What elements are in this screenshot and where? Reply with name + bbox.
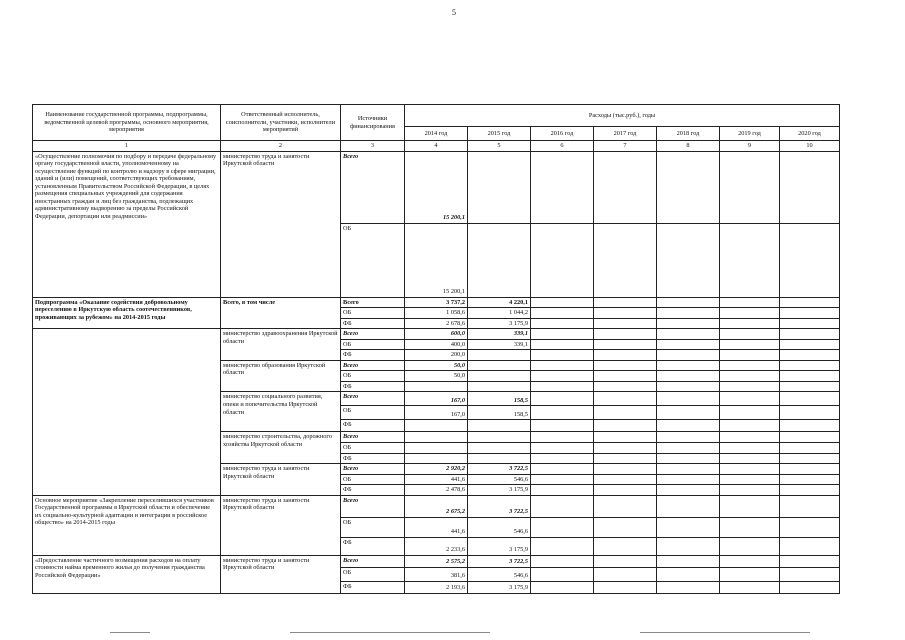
value: 546,6 [468,517,531,537]
year-2015: 2015 год [468,127,531,141]
value: 2 478,6 [405,485,468,496]
source: ФБ [341,350,405,361]
value: 15 200,1 [405,223,468,297]
source: ФБ [341,581,405,593]
year-2017: 2017 год [594,127,657,141]
source: ОБ [341,308,405,319]
value: 15 200,1 [405,151,468,223]
source: Всего [341,297,405,308]
value: 3 722,5 [468,495,531,517]
colnum: 8 [657,141,720,152]
colnum: 3 [341,141,405,152]
source: ОБ [341,223,405,297]
colnum: 7 [594,141,657,152]
activity-name: «Осуществление полномочия по подбору и передаче федеральному органу государственной власти, уполномоченному на осуществление функций по контролю и надзору в сфере миграции, зданий и (или) помещений, соответствующих требованиям, установленным Правительством Российской Федерации, в целях размещения специальных учреждений для содержания иностранных граждан и лиц без гражданства, подлежащих административному выдворению за пределы Российской Федерации, депортации или реадмиссии» [33,151,221,297]
value: 3 175,9 [468,581,531,593]
value: 1 044,2 [468,308,531,319]
value: 381,6 [405,567,468,581]
value: 441,6 [405,474,468,485]
value: 158,5 [468,406,531,420]
value: 400,0 [405,339,468,350]
source: ФБ [341,537,405,555]
colnum: 10 [780,141,840,152]
value: 158,5 [468,392,531,406]
header-responsible: Ответственный исполнитель, соисполнители, участники, исполнители мероприятий [221,105,341,141]
value: 1 058,6 [405,308,468,319]
value: 167,0 [405,406,468,420]
colnum: 5 [468,141,531,152]
source: ФБ [341,381,405,392]
year-2019: 2019 год [720,127,780,141]
responsible: министерство труда и занятости Иркутской области [221,464,341,496]
scan-artifact-line [110,632,150,633]
year-2014: 2014 год [405,127,468,141]
subprogram-name: Подпрограмма «Оказание содействия добровольному переселению в Иркутскую область соотечественников, проживающих за рубежом» на 2014-2015 годы [33,297,221,329]
value: 546,6 [468,567,531,581]
value: 50,0 [405,371,468,382]
value: 3 175,9 [468,485,531,496]
value: 4 220,1 [468,297,531,308]
source: Всего [341,392,405,406]
value: 167,0 [405,392,468,406]
source: ОБ [341,567,405,581]
source: Всего [341,495,405,517]
value: 2 193,6 [405,581,468,593]
year-2020: 2020 год [780,127,840,141]
table-row [33,329,840,340]
source: ФБ [341,453,405,464]
source: Всего [341,151,405,223]
year-2018: 2018 год [657,127,720,141]
activity-name: «Предоставление частичного возмещения расходов на оплату стоимости найма временного жилья до получения гражданства Российской Федерации» [33,555,221,593]
responsible: министерство строительства, дорожного хозяйства Иркутской области [221,432,341,464]
colnum: 2 [221,141,341,152]
colnum: 4 [405,141,468,152]
source: Всего [341,432,405,443]
responsible: министерство труда и занятости Иркутской области [221,151,341,297]
value: 600,0 [405,329,468,340]
colnum: 6 [531,141,594,152]
value: 2 233,6 [405,537,468,555]
responsible: министерство образования Иркутской области [221,360,341,392]
value: 50,0 [405,360,468,371]
source: ОБ [341,371,405,382]
column-number-row [33,141,840,152]
table-row [33,555,840,567]
page-number: 5 [452,8,456,17]
value: 3 722,5 [468,464,531,475]
table-row [33,297,840,308]
source: ОБ [341,474,405,485]
header-expenses: Расходы (тыс.руб.), годы [405,105,840,127]
year-2016: 2016 год [531,127,594,141]
source: Всего [341,360,405,371]
value: 3 722,5 [468,555,531,567]
value: 2 920,2 [405,464,468,475]
header-name: Наименование государственной программы, подпрограммы, ведомственной целевой программы, основного мероприятия, мероприятия [33,105,221,141]
value: 2 678,6 [405,318,468,329]
source: ОБ [341,406,405,420]
responsible: министерство здравоохранения Иркутской области [221,329,341,361]
source: Всего [341,329,405,340]
responsible: министерство социального развития, опеки и попечительства Иркутской области [221,392,341,432]
source: Всего [341,555,405,567]
value: 339,1 [468,339,531,350]
source: ФБ [341,420,405,432]
value: 2 575,2 [405,555,468,567]
responsible: Всего, в том числе [221,297,341,329]
value: 3 175,9 [468,537,531,555]
source: ОБ [341,339,405,350]
table-row [33,495,840,517]
value: 2 675,2 [405,495,468,517]
source: ОБ [341,443,405,454]
value: 3 737,2 [405,297,468,308]
colnum: 1 [33,141,221,152]
value: 339,1 [468,329,531,340]
value: 200,0 [405,350,468,361]
header-source: Источники финансирования [341,105,405,141]
value: 3 175,9 [468,318,531,329]
table-row [33,151,840,223]
responsible: министерство труда и занятости Иркутской области [221,495,341,555]
value: 546,6 [468,474,531,485]
scan-artifact-line [290,632,490,633]
scan-artifact-line [640,632,810,633]
value: 441,6 [405,517,468,537]
source: ОБ [341,517,405,537]
source: ФБ [341,485,405,496]
source: ФБ [341,318,405,329]
activity-name: Основное мероприятие «Закрепление переселившихся участников Государственной программы в Иркутской области и обеспечение их социально-культурной адаптации и интеграции в российское общество» на 2014-2015 годы [33,495,221,555]
expenses-table [32,104,840,594]
source: Всего [341,464,405,475]
colnum: 9 [720,141,780,152]
responsible: министерство труда и занятости Иркутской области [221,555,341,593]
